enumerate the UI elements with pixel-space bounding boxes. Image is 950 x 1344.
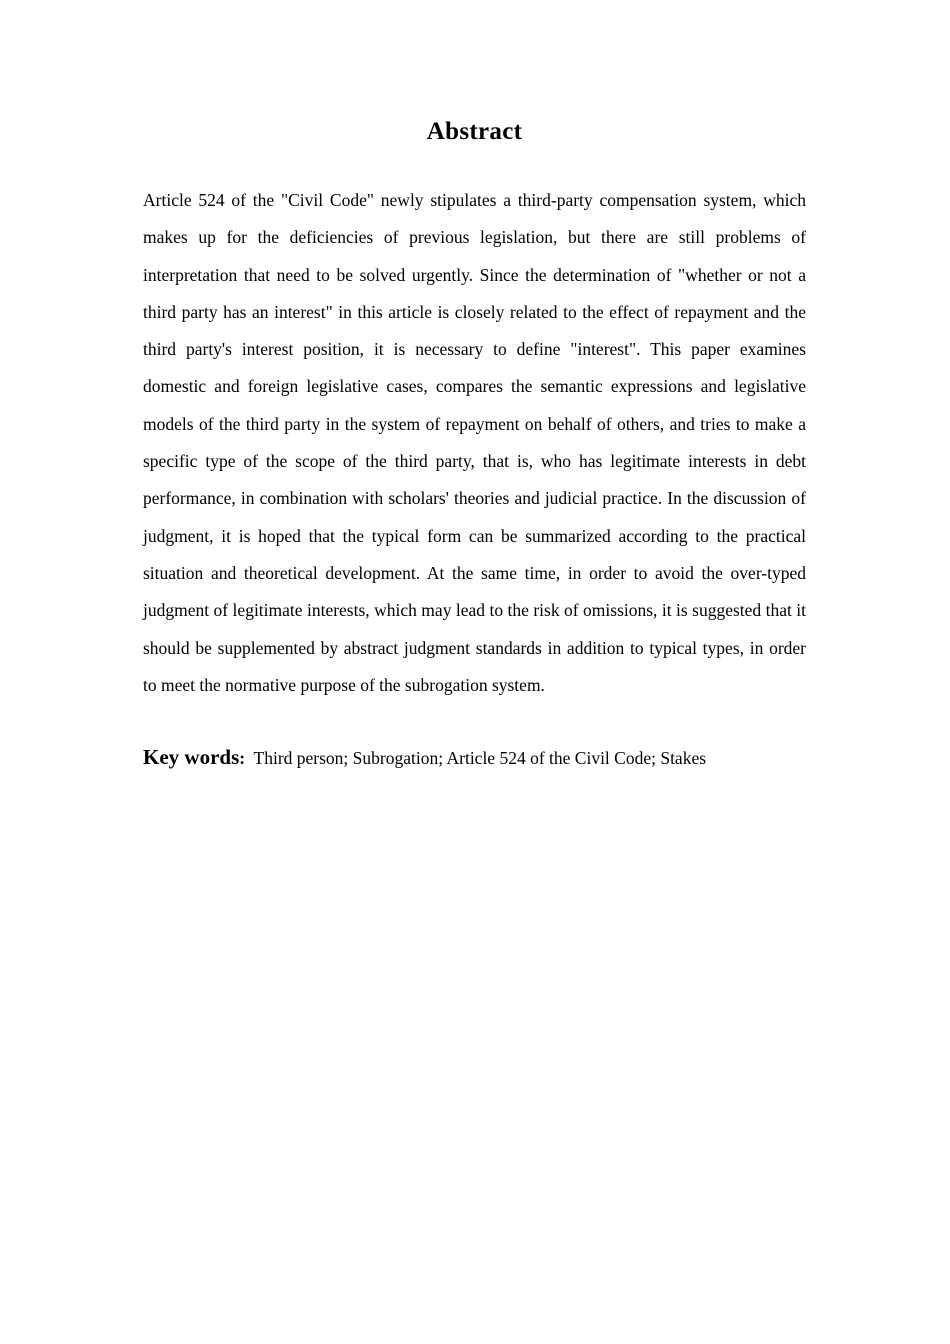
abstract-paragraph: Article 524 of the "Civil Code" newly stipulates a third-party compensation system, which makes up for the deficiencies of previous legislation, but there are still problems of interpretation that need to be solved urgently. Since the determination of "whether or not a third party has an interest" in this article is closely related to the effect of repayment and the third party's interest position, it is necessary to define "interest". This paper examines domestic and foreign legislative cases, compares the semantic expressions and legislative models of the third party in the system of repayment on behalf of others, and tries to make a specific type of the scope of the third party, that is, who has legitimate interests in debt performance, in combination with scholars' theories and judicial practice. In the discussion of judgment, it is hoped that the typical form can be summarized according to the practical situation and theoretical development. At the same time, in order to avoid the over-typed judgment of legitimate interests, which may lead to the risk of omissions, it is suggested that it should be supplemented by abstract judgment standards in addition to typical types, in order to meet the normative purpose of the subrogation system. (143, 190, 806, 695)
keywords-label: Key words (143, 745, 240, 770)
keywords-separator: : (239, 748, 246, 769)
document-content (143, 0, 806, 791)
keywords-value: Third person; Subrogation; Article 524 of the Civil Code; Stakes (253, 748, 707, 769)
keywords-line (143, 742, 806, 773)
page-title: Abstract (426, 118, 523, 145)
